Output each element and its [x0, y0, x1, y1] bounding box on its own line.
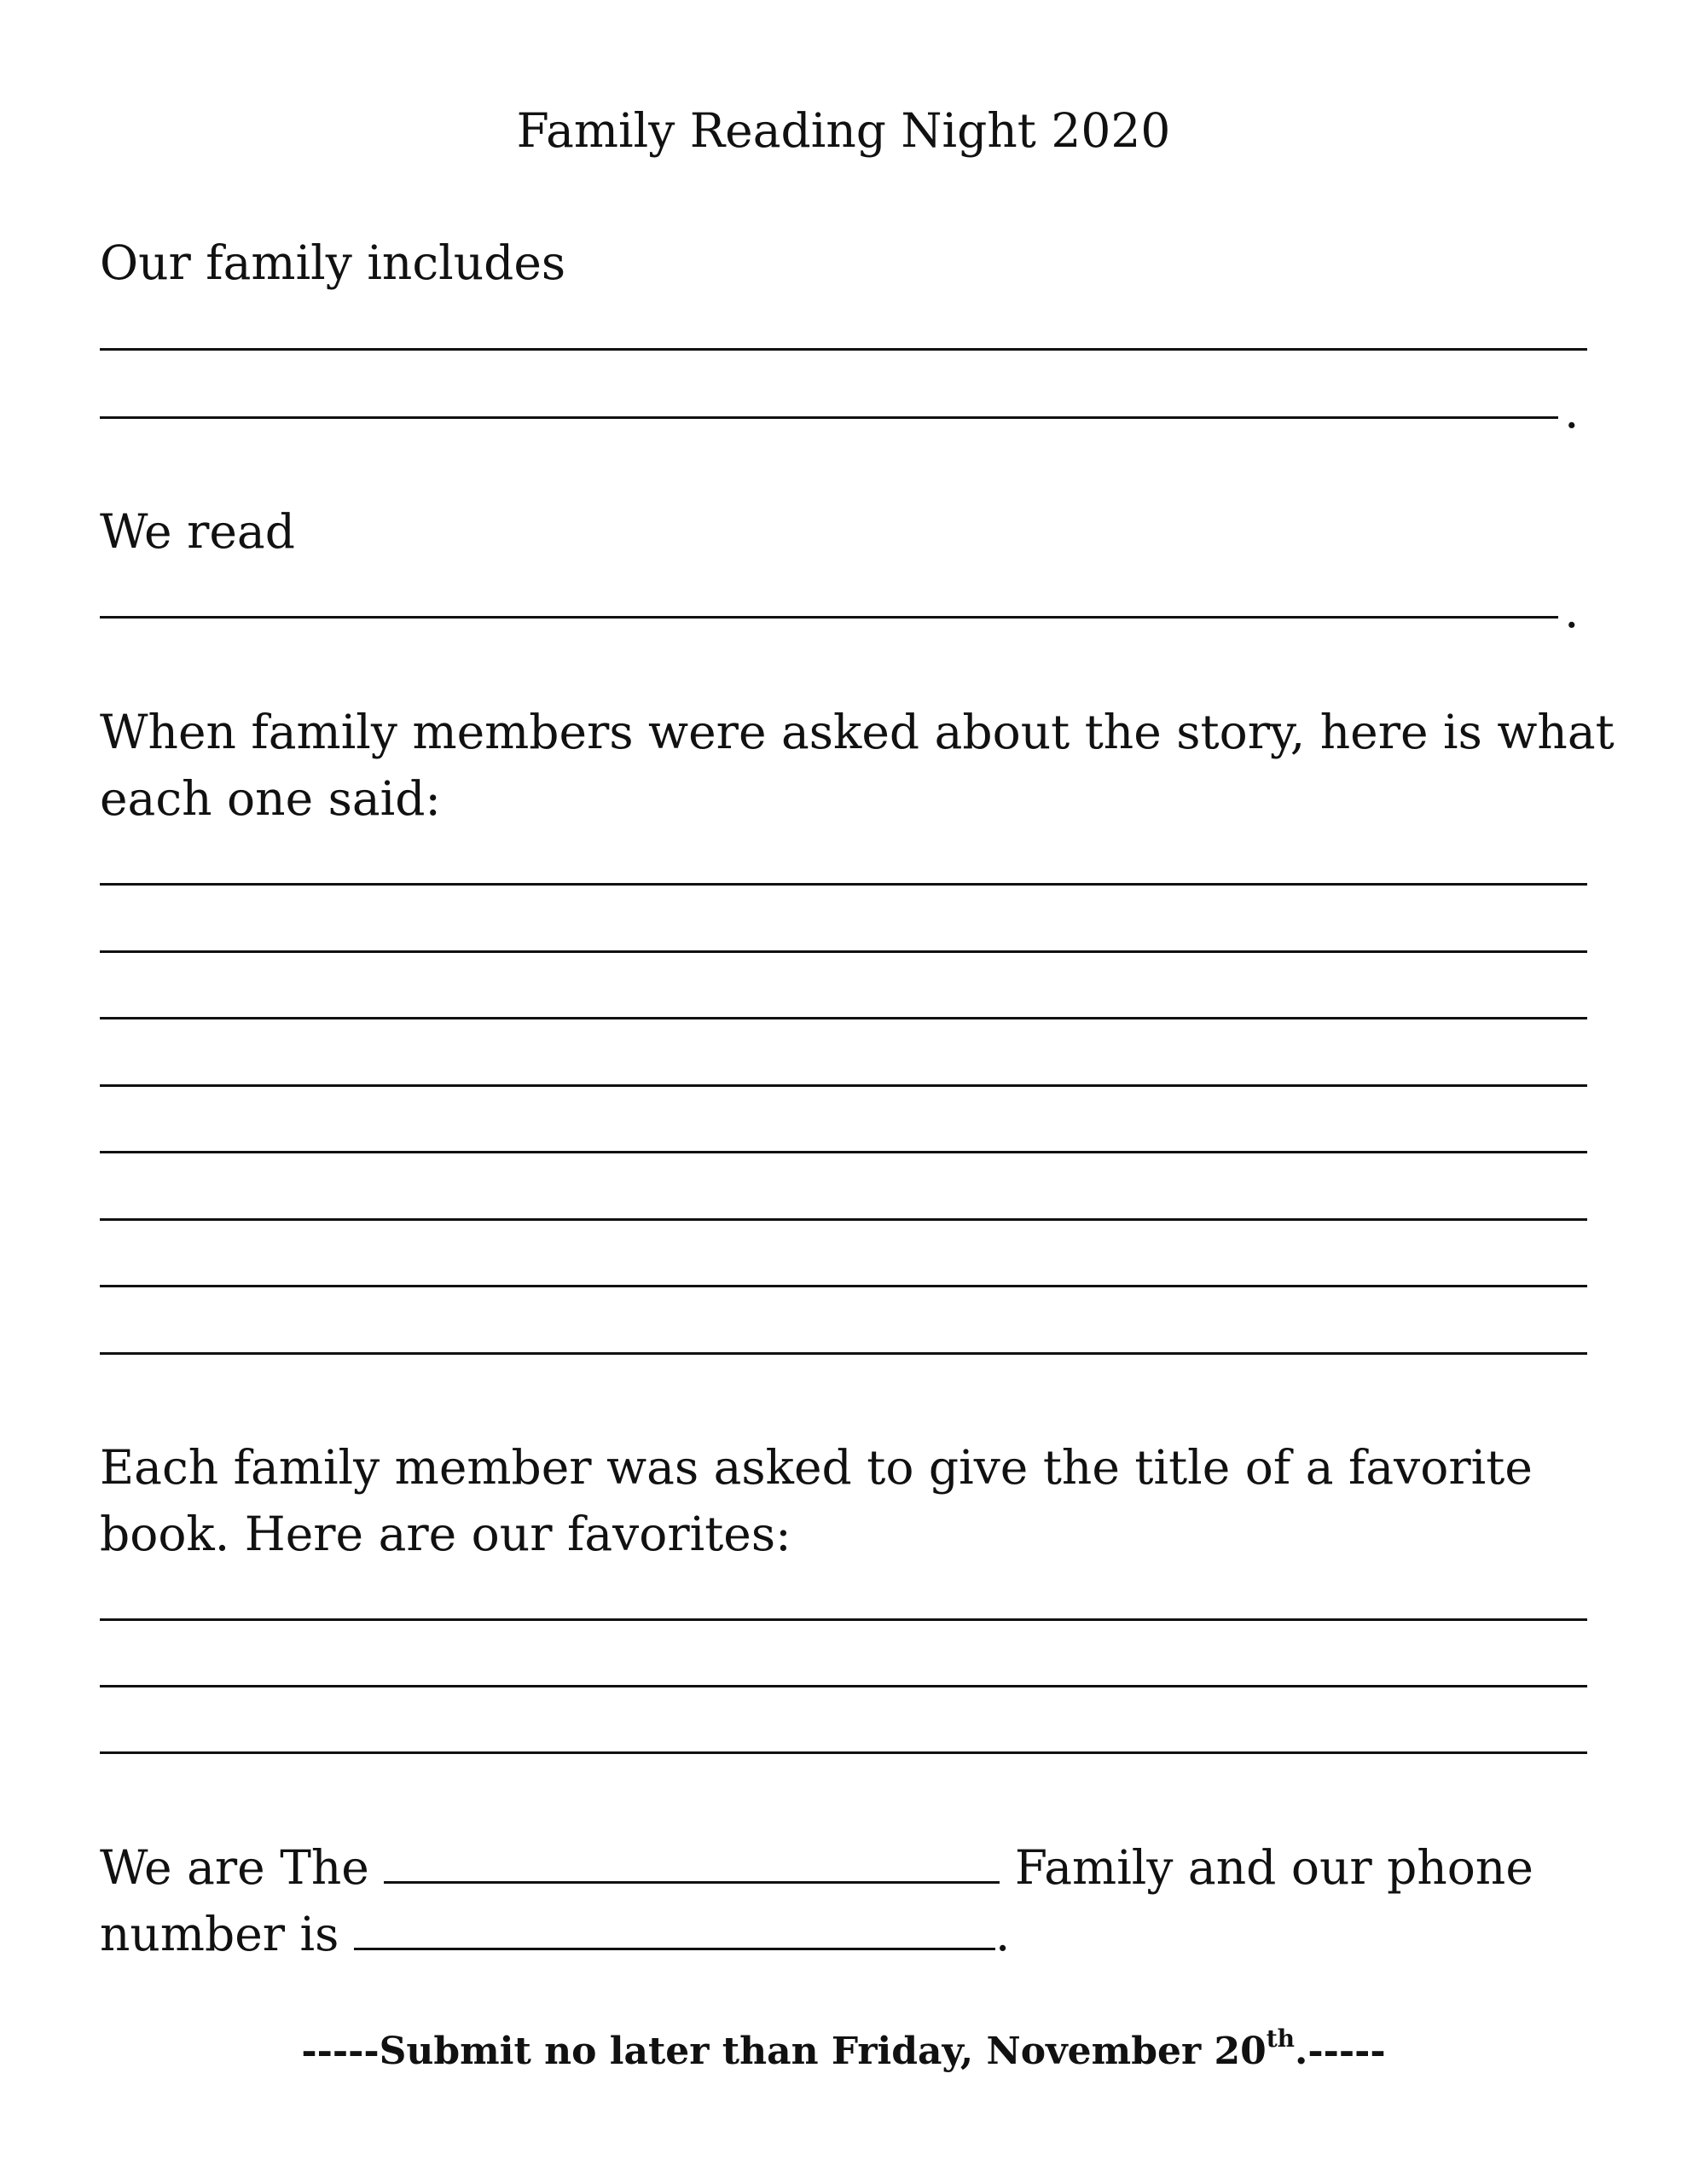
- family-line-1[interactable]: [100, 348, 1587, 351]
- family-prompt: Our family includes: [100, 235, 566, 290]
- closing-line-1: [100, 1833, 1533, 1902]
- read-line[interactable]: [100, 616, 1558, 619]
- deadline-ordinal: th: [1266, 2024, 1296, 2053]
- story-answer-line-1[interactable]: [100, 883, 1587, 886]
- closing-family-and-phone: Family and our phone: [1014, 1840, 1533, 1895]
- family-line-2[interactable]: [100, 416, 1558, 419]
- form-title: Family Reading Night 2020: [516, 103, 1171, 158]
- story-prompt-line-2: each one said:: [100, 771, 441, 826]
- favorite-answer-line-3[interactable]: [100, 1751, 1587, 1754]
- story-prompt-line-1: When family members were asked about the story, here is what: [100, 705, 1615, 759]
- favorite-answer-line-1[interactable]: [100, 1618, 1587, 1621]
- family-line-period: .: [1564, 384, 1580, 439]
- read-prompt: We read: [100, 504, 295, 559]
- read-line-period: .: [1564, 584, 1580, 638]
- story-answer-line-5[interactable]: [100, 1151, 1587, 1153]
- favorite-prompt-line-1: Each family member was asked to give the title of a favorite: [100, 1440, 1533, 1495]
- phone-number-blank[interactable]: [354, 1905, 995, 1950]
- family-name-blank[interactable]: [384, 1838, 1000, 1884]
- story-answer-line-2[interactable]: [100, 950, 1587, 953]
- story-answer-line-3[interactable]: [100, 1017, 1587, 1019]
- closing-number-is: number is: [100, 1907, 339, 1961]
- story-answer-line-7[interactable]: [100, 1285, 1587, 1287]
- story-answer-line-6[interactable]: [100, 1218, 1587, 1221]
- favorite-prompt-line-2: book. Here are our favorites:: [100, 1507, 791, 1561]
- story-answer-line-8[interactable]: [100, 1352, 1587, 1355]
- deadline-end: .-----: [1295, 2030, 1386, 2073]
- closing-period: .: [994, 1907, 1011, 1961]
- story-answer-line-4[interactable]: [100, 1084, 1587, 1087]
- deadline-text: -----Submit no later than Friday, November 20: [301, 2030, 1267, 2073]
- closing-line-2: [100, 1900, 1010, 1968]
- closing-we-are-the: We are The: [100, 1840, 369, 1895]
- submit-deadline: [0, 2022, 1687, 2082]
- favorite-answer-line-2[interactable]: [100, 1685, 1587, 1687]
